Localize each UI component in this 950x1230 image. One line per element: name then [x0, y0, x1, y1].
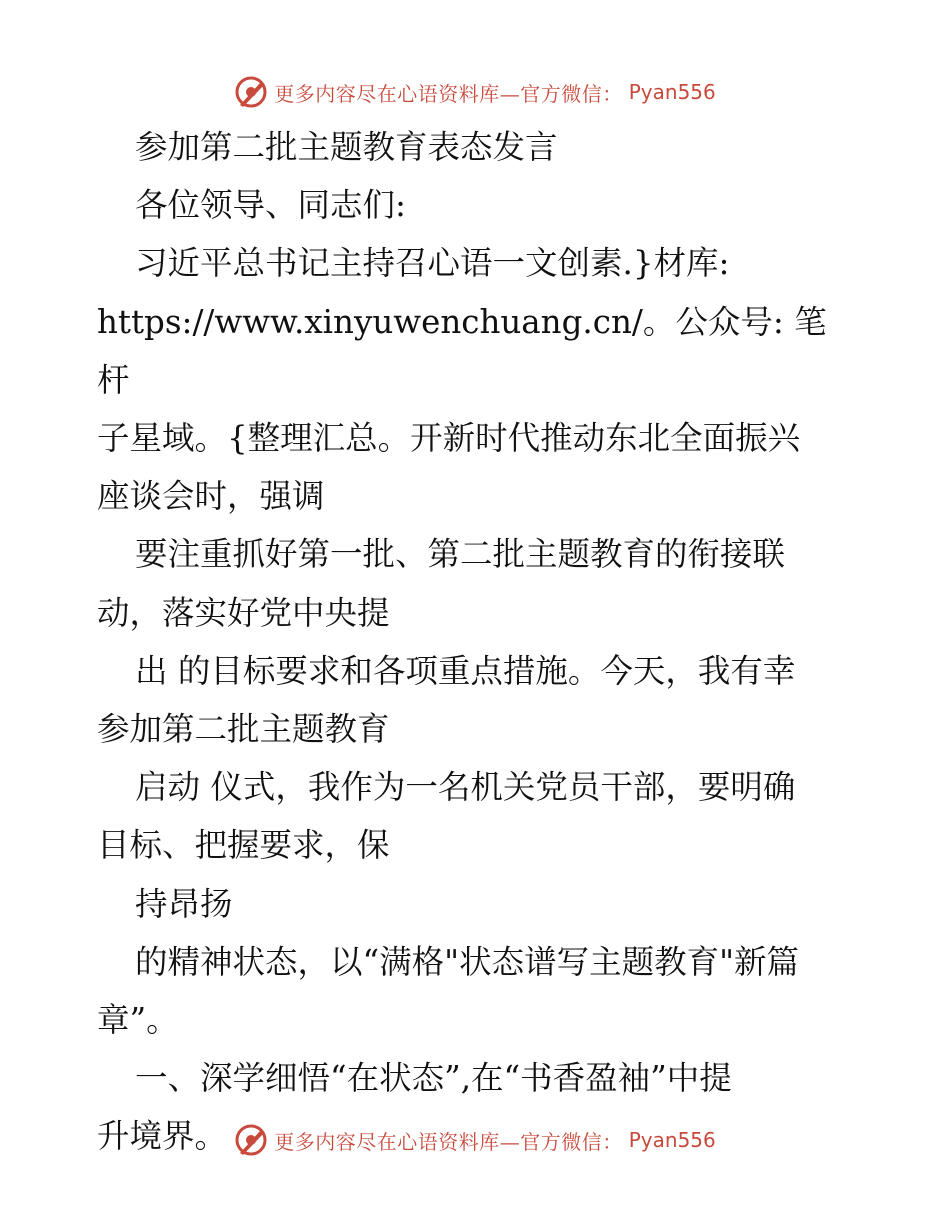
pen-logo-icon: [234, 1123, 268, 1157]
header-banner-wechat: Pyan556: [628, 80, 716, 104]
body-line: 持昂扬: [135, 884, 233, 923]
document-title: 参加第二批主题教育表态发言: [135, 128, 558, 166]
body-line: https://www.xinyuwenchuang.cn/。公众号: 笔杆: [97, 302, 827, 399]
body-line: 目标、把握要求，保: [97, 826, 390, 865]
body-line: 章”。: [97, 1001, 179, 1040]
body-line: 要注重抓好第一批、第二批主题教育的衔接联: [135, 535, 786, 574]
salutation: 各位领导、同志们:: [135, 186, 406, 225]
body-line: 启动 仪式，我作为一名机关党员干部，要明确: [135, 768, 796, 807]
body-line: 习近平总书记主持召心语一文创素.}材库:: [135, 244, 730, 283]
body-line: 升境界。: [97, 1117, 228, 1156]
body-line: 座谈会时，强调: [97, 477, 325, 516]
pen-logo-icon: [234, 75, 268, 109]
document-body: [97, 118, 857, 1166]
body-line: 出 的目标要求和各项重点措施。今天，我有幸: [135, 651, 796, 690]
body-line: 的精神状态，以“满格"状态谱写主题教育"新篇: [135, 942, 800, 981]
footer-banner-wechat: Pyan556: [628, 1128, 716, 1152]
body-line: 参加第二批主题教育: [97, 710, 390, 749]
body-line: 一、深学细悟“在状态”,在“书香盈袖”中提: [135, 1059, 732, 1098]
body-line: 子星域。{整理汇总。开新时代推动东北全面振兴: [97, 419, 801, 458]
header-watermark-banner: [0, 72, 950, 112]
body-line: 动，落实好党中央提: [97, 593, 390, 632]
header-banner-text: 更多内容尽在心语资料库—官方微信：: [274, 81, 623, 106]
footer-watermark-banner: [0, 1120, 950, 1160]
footer-banner-text: 更多内容尽在心语资料库—官方微信：: [274, 1129, 623, 1154]
